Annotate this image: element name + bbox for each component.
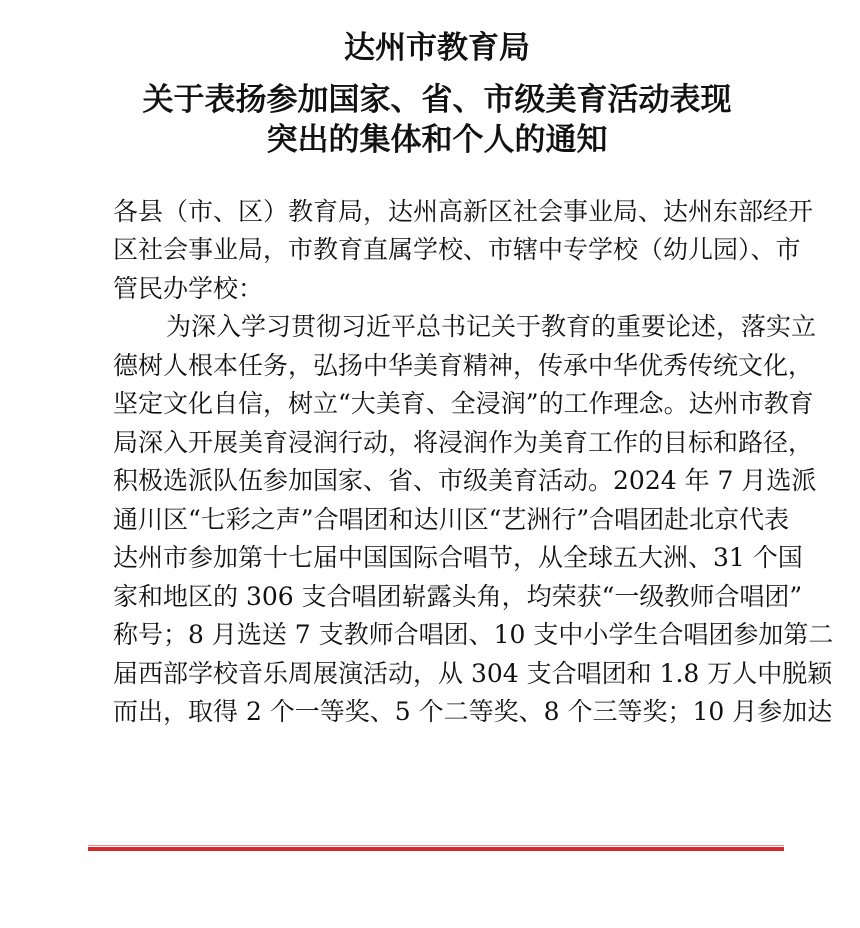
body-line: 德树人根本任务，弘扬中华美育精神，传承中华优秀传统文化，	[113, 351, 814, 380]
body-line: 管民办学校：	[113, 274, 264, 303]
body-line: 区社会事业局，市教育直属学校、市辖中专学校（幼儿园）、市	[113, 235, 801, 264]
footer-rule-thin	[88, 845, 784, 846]
body-line: 届西部学校音乐周展演活动，从 304 支合唱团和 1.8 万人中脱颖	[113, 659, 833, 688]
body-line: 坚定文化自信，树立“大美育、全浸润”的工作理念。达州市教育	[113, 389, 814, 418]
body-line: 而出，取得 2 个一等奖、5 个二等奖、8 个三等奖；10 月参加达	[113, 697, 833, 726]
body-line: 积极选派队伍参加国家、省、市级美育活动。2024 年 7 月选派	[113, 466, 817, 495]
body-line: 通川区“七彩之声”合唱团和达川区“艺洲行”合唱团赴北京代表	[113, 505, 790, 534]
body-line: 家和地区的 306 支合唱团崭露头角，均荣获“一级教师合唱团”	[113, 582, 803, 611]
body-line: 达州市参加第十七届中国国际合唱节，从全球五大洲、31 个国	[113, 543, 803, 572]
title-line-1: 达州市教育局	[344, 30, 530, 66]
footer-rule	[88, 847, 784, 851]
title-line-2: 关于表扬参加国家、省、市级美育活动表现	[142, 82, 732, 118]
body-line: 为深入学习贯彻习近平总书记关于教育的重要论述，落实立	[166, 312, 817, 341]
body-line: 局深入开展美育浸润行动，将浸润作为美育工作的目标和路径，	[113, 428, 814, 457]
title-line-3: 突出的集体和个人的通知	[266, 122, 608, 158]
body-line: 称号；8 月选送 7 支教师合唱团、10 支中小学生合唱团参加第二	[113, 620, 834, 649]
body-line: 各县（市、区）教育局，达州高新区社会事业局、达州东部经开	[113, 197, 814, 226]
